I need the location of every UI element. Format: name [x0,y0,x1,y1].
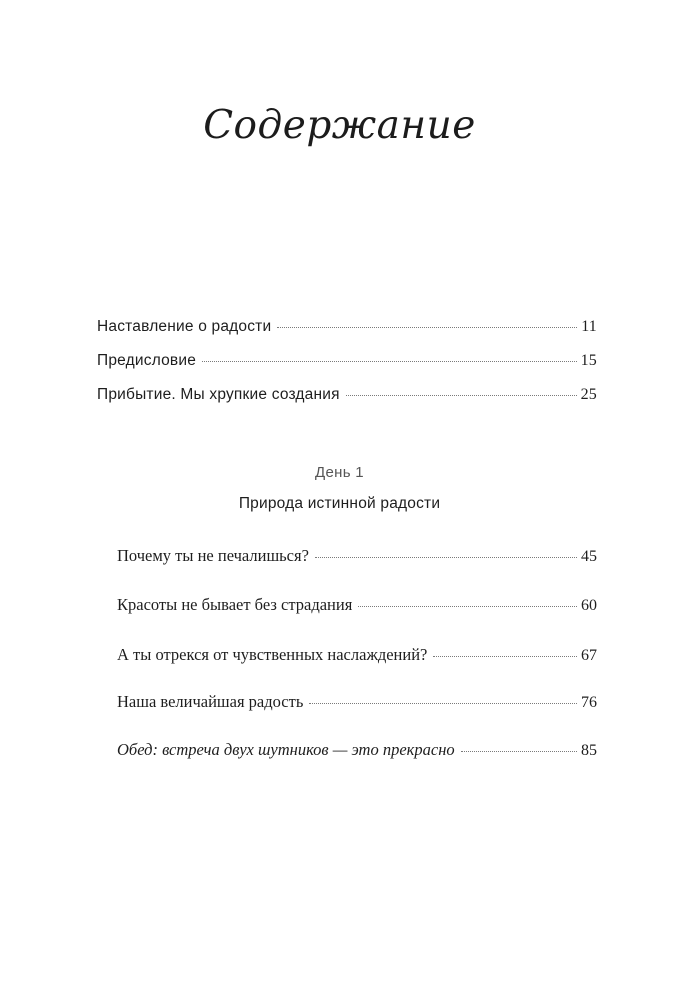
toc-entry-label: Наставление о радости [97,318,272,335]
toc-entry-page: 76 [581,694,597,711]
dot-leader [277,327,577,328]
toc-entry-label: Красоты не бывает без страдания [117,595,353,614]
toc-entry-page: 25 [580,386,597,403]
dot-leader [358,606,577,607]
dot-leader [309,703,577,704]
page-title: Содержание [203,103,476,148]
toc-entry-label: А ты отрекся от чувственных наслаждений? [117,645,428,664]
toc-entry-page: 85 [581,742,597,759]
dot-leader [202,361,577,362]
toc-entry-page: 15 [580,352,597,369]
toc-entry[interactable] [117,740,597,764]
toc-entry-label: Прибытие. Мы хрупкие создания [97,386,340,403]
toc-entry-page: 45 [581,548,597,565]
dot-leader [315,557,577,558]
dot-leader [433,656,577,657]
toc-entry-label: Почему ты не печалишься? [117,546,309,565]
toc-entry-page: 60 [581,597,597,614]
toc-entry-label: Наша величайшая радость [117,692,304,711]
toc-entry[interactable] [97,352,597,376]
toc-entry-page: 67 [581,647,597,664]
dot-leader [346,395,577,396]
toc-entry[interactable] [117,645,597,669]
section-label: День 1 [315,464,364,481]
toc-entry[interactable] [117,692,597,716]
toc-entry-label: Обед: встреча двух шутников — это прекрасно [117,740,455,759]
toc-entry-label: Предисловие [97,352,197,369]
toc-entry[interactable] [117,546,597,570]
toc-entry[interactable] [97,318,597,342]
toc-entry[interactable] [97,386,597,410]
toc-entry-page: 11 [581,318,597,335]
section-title: Природа истинной радости [238,495,441,512]
toc-entry[interactable] [117,595,597,619]
dot-leader [461,751,577,752]
